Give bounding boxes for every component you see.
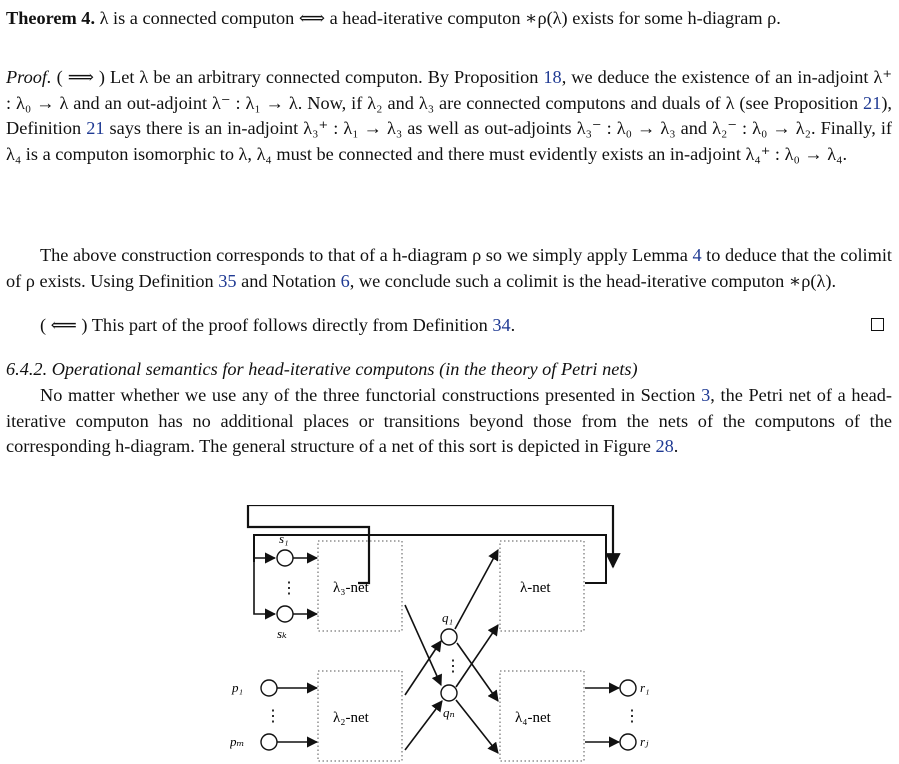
section-text-a: No matter whether we use any of the three functorial constructions presented in Section xyxy=(40,385,702,405)
feedback-loop-inner xyxy=(254,535,606,567)
proof-paragraph-2 xyxy=(6,243,892,294)
place-qn xyxy=(441,685,457,701)
arrow-qn-to-lambda xyxy=(456,625,498,687)
ref-lemma-4[interactable]: 4 xyxy=(692,245,702,265)
ref-definition-34[interactable]: 34 xyxy=(492,315,511,335)
theorem-label: Theorem 4. xyxy=(6,8,96,28)
proof-text-3a: ( ⟸ ) This part of the proof follows directly from Definition xyxy=(40,315,493,335)
s-places-ellipsis: ⋮ xyxy=(281,580,297,597)
place-sk-label: sₖ xyxy=(277,626,287,641)
ref-proposition-18[interactable]: 18 xyxy=(543,67,562,87)
place-qn-label: qₙ xyxy=(443,705,455,720)
q-places-ellipsis: ⋮ xyxy=(445,658,461,675)
p-places-ellipsis: ⋮ xyxy=(265,708,281,725)
place-s1 xyxy=(277,550,293,566)
lambda-net-out-line xyxy=(585,567,606,583)
place-rj-label: rⱼ xyxy=(640,734,649,749)
proof-paragraph-3 xyxy=(6,313,892,339)
proof-text-2b: to deduce that the colimit of ρ exists. Using Definition xyxy=(6,245,892,291)
lambda-net-label: λ-net xyxy=(520,580,551,596)
place-p1 xyxy=(261,680,277,696)
section-paragraph xyxy=(6,383,892,460)
place-q1 xyxy=(441,629,457,645)
feedback-arrow-top xyxy=(248,505,613,583)
lambda4-net-label: λ₄-net xyxy=(515,710,551,726)
place-p1-label: p₁ xyxy=(232,680,244,695)
section-text-b: , the Petri net of a head-iterative computon has no additional places or transitions beyond those from the nets of the computons of the corresponding h-diagram. The general structure of a net of this sort is depicted in Figure xyxy=(6,385,892,456)
arrow-q1-to-lambda4 xyxy=(457,643,498,701)
place-sk xyxy=(277,606,293,622)
theorem-paragraph xyxy=(6,6,892,32)
place-pm xyxy=(261,734,277,750)
arrow-qn-to-lambda4 xyxy=(456,700,498,753)
lambda3-net-label: λ₃-net xyxy=(333,580,369,596)
proof-text-3b: . xyxy=(510,315,516,335)
ref-definition-35[interactable]: 35 xyxy=(218,270,237,291)
proof-text-1a: ( ⟹ ) Let λ be an arbitrary connected computon. By Proposition xyxy=(56,67,544,87)
petri-net-figure xyxy=(230,505,650,763)
arrow-lambda3-to-qn xyxy=(405,605,441,685)
place-r1 xyxy=(620,680,636,696)
qed-box-icon xyxy=(871,318,884,331)
lambda2-net-label: λ₂-net xyxy=(333,710,369,726)
ref-notation-6[interactable]: 6 xyxy=(340,270,350,291)
arrow-lambda2-to-qn xyxy=(405,701,442,750)
section-text-c: . xyxy=(673,436,679,456)
r-places-ellipsis: ⋮ xyxy=(624,708,640,725)
place-q1-label: q₁ xyxy=(442,610,454,625)
ref-figure-28[interactable]: 28 xyxy=(655,436,674,456)
proof-label: Proof. xyxy=(6,67,52,87)
proof-text-1b: , we deduce the existence of an in-adjoint λ⁺ : λ₀ → λ and an out-adjoint λ⁻ : λ₁ → λ. Now, if λ₂ and λ₃ are connected computons and duals of λ (see Proposition xyxy=(6,67,892,113)
section-heading: 6.4.2. Operational semantics for head-iterative computons (in the theory of Petri nets) xyxy=(6,359,638,379)
ref-definition-21[interactable]: 21 xyxy=(86,118,105,138)
ref-section-3[interactable]: 3 xyxy=(701,385,711,405)
theorem-statement: λ is a connected computon ⟺ a head-iterative computon ∗ρ(λ) exists for some h-diagram ρ. xyxy=(99,8,781,28)
proof-text-1d: says there is an in-adjoint λ₃⁺ : λ₁ → λ₃ as well as out-adjoints λ₃⁻ : λ₀ → λ₃ and λ₂⁻ : λ₀ → λ₂. Finally, if λ₄ is a computon isomorphic to λ, λ₄ must be connected and there must evidently exists an in-adjoint λ₄⁺ : λ₀ → λ₄. xyxy=(6,118,893,164)
arrow-q1-to-lambda xyxy=(455,550,498,629)
place-s1-label: s₁ xyxy=(279,531,289,546)
proof-paragraph-1 xyxy=(6,65,892,167)
proof-text-1c: ), Definition xyxy=(6,92,892,138)
ref-proposition-21[interactable]: 21 xyxy=(863,92,882,113)
arrow-loop-to-sk xyxy=(254,562,275,614)
proof-text-2d: , we conclude such a colimit is the head-iterative computon ∗ρ(λ). xyxy=(349,270,837,291)
place-rj xyxy=(620,734,636,750)
proof-text-2a: The above construction corresponds to that of a h-diagram ρ so we simply apply Lemma xyxy=(40,245,693,265)
arrow-lambda2-to-q1 xyxy=(405,641,441,695)
place-r1-label: r₁ xyxy=(640,680,650,695)
place-pm-label: pₘ xyxy=(230,734,245,749)
proof-text-2c: and Notation xyxy=(236,270,341,291)
